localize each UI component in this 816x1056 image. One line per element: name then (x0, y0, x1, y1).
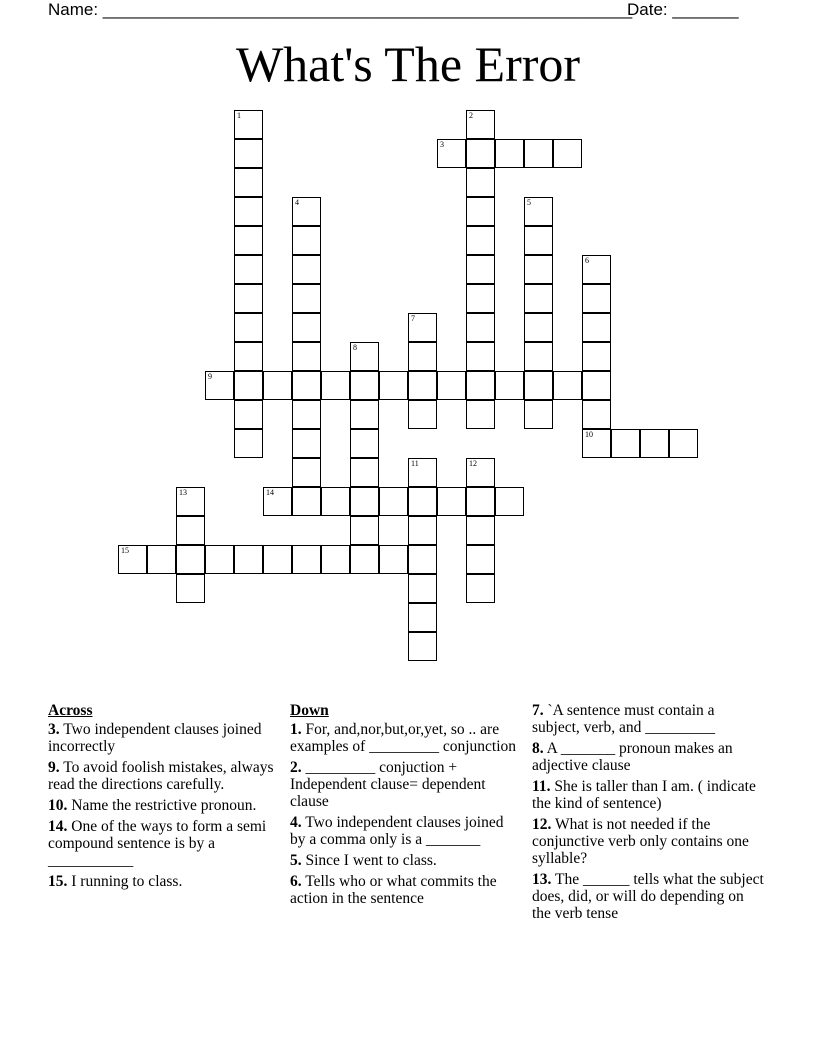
grid-cell[interactable] (321, 487, 350, 516)
grid-cell[interactable] (379, 487, 408, 516)
clue-down-2 (290, 759, 522, 810)
clue-down-4 (290, 814, 522, 848)
grid-cell[interactable] (234, 139, 263, 168)
grid-cell[interactable] (118, 545, 147, 574)
grid-cell[interactable] (495, 371, 524, 400)
page-title: What's The Error (235, 36, 581, 92)
clue-across-15 (48, 873, 280, 890)
grid-cell[interactable] (582, 342, 611, 371)
grid-cell[interactable] (408, 313, 437, 342)
grid-cell[interactable] (263, 371, 292, 400)
grid-cell[interactable] (292, 429, 321, 458)
name-field-label: Name: ________________________________________________________ (48, 0, 633, 19)
across-heading: Across (48, 702, 93, 719)
clue-number: 4. (290, 814, 302, 831)
grid-cell[interactable] (466, 284, 495, 313)
clue-across-9 (48, 759, 280, 793)
clue-down-7 (532, 702, 764, 736)
grid-cell[interactable] (234, 342, 263, 371)
clue-number: 1. (290, 721, 302, 738)
cell-number: 12 (469, 459, 477, 468)
clue-down-11 (532, 778, 764, 812)
grid-cell[interactable] (292, 342, 321, 371)
cell-number: 15 (121, 546, 129, 555)
grid-cell[interactable] (466, 197, 495, 226)
grid-cell[interactable] (466, 110, 495, 139)
grid-cell[interactable] (234, 255, 263, 284)
grid-cell[interactable] (466, 226, 495, 255)
grid-cell[interactable] (466, 371, 495, 400)
grid-cell[interactable] (408, 342, 437, 371)
grid-cell[interactable] (234, 110, 263, 139)
grid-cell[interactable] (234, 313, 263, 342)
grid-cell[interactable] (408, 574, 437, 603)
grid-cell[interactable] (379, 545, 408, 574)
clue-text: I running to class. (71, 873, 183, 890)
grid-cell[interactable] (466, 168, 495, 197)
clue-number: 8. (532, 740, 544, 757)
grid-cell[interactable] (292, 284, 321, 313)
clue-number: 10. (48, 797, 68, 814)
date-field-label: Date: _______ (627, 0, 739, 19)
grid-cell[interactable] (234, 197, 263, 226)
grid-cell[interactable] (321, 545, 350, 574)
clue-text: _________ conjuction + Independent clause= dependent clause (290, 759, 486, 810)
clue-text: A _______ pronoun makes an adjective clause (532, 740, 733, 774)
grid-cell[interactable] (466, 342, 495, 371)
clue-down-12 (532, 816, 764, 867)
clue-down-13 (532, 871, 764, 922)
clue-across-10 (48, 797, 280, 814)
grid-cell[interactable] (524, 342, 553, 371)
grid-cell[interactable] (437, 139, 466, 168)
grid-cell[interactable] (466, 400, 495, 429)
cell-number: 1 (237, 111, 241, 120)
cell-number: 10 (585, 430, 593, 439)
clue-down-8 (532, 740, 764, 774)
grid-cell[interactable] (669, 429, 698, 458)
grid-cell[interactable] (582, 284, 611, 313)
grid-cell[interactable] (234, 400, 263, 429)
grid-cell[interactable] (176, 487, 205, 516)
grid-cell[interactable] (234, 371, 263, 400)
clue-text: Name the restrictive pronoun. (71, 797, 257, 814)
grid-cell[interactable] (408, 516, 437, 545)
clue-text: One of the ways to form a semi compound sentence is by a ___________ (48, 818, 267, 869)
grid-cell[interactable] (582, 255, 611, 284)
down-clues-continued (532, 702, 764, 926)
grid-cell[interactable] (147, 545, 176, 574)
grid-cell[interactable] (553, 371, 582, 400)
grid-cell[interactable] (205, 371, 234, 400)
grid-cell[interactable] (234, 284, 263, 313)
grid-cell[interactable] (524, 371, 553, 400)
cell-number: 7 (411, 314, 415, 323)
clue-text: Since I went to class. (305, 852, 437, 869)
grid-cell[interactable] (582, 429, 611, 458)
clue-text: Tells who or what commits the action in the sentence (290, 873, 497, 907)
grid-cell[interactable] (234, 226, 263, 255)
grid-cell[interactable] (350, 487, 379, 516)
cell-number: 4 (295, 198, 299, 207)
clue-text: Two independent clauses joined incorrectly (48, 721, 262, 755)
grid-cell[interactable] (350, 458, 379, 487)
cell-number: 14 (266, 488, 274, 497)
cell-number: 2 (469, 111, 473, 120)
clue-number: 13. (532, 871, 552, 888)
cell-number: 5 (527, 198, 531, 207)
grid-cell[interactable] (466, 458, 495, 487)
clue-down-5 (290, 852, 522, 869)
clue-number: 2. (290, 759, 302, 776)
grid-cell[interactable] (350, 371, 379, 400)
grid-cell[interactable] (408, 603, 437, 632)
grid-cell[interactable] (524, 197, 553, 226)
grid-cell[interactable] (524, 313, 553, 342)
clue-number: 6. (290, 873, 302, 890)
clue-number: 14. (48, 818, 68, 835)
grid-cell[interactable] (408, 458, 437, 487)
grid-cell[interactable] (350, 516, 379, 545)
grid-cell[interactable] (437, 487, 466, 516)
grid-cell[interactable] (437, 371, 466, 400)
grid-cell[interactable] (466, 487, 495, 516)
clue-number: 5. (290, 852, 302, 869)
grid-cell[interactable] (524, 284, 553, 313)
grid-cell[interactable] (466, 255, 495, 284)
grid-cell[interactable] (292, 400, 321, 429)
grid-cell[interactable] (292, 255, 321, 284)
clue-number: 7. (532, 702, 544, 719)
grid-cell[interactable] (292, 545, 321, 574)
grid-cell[interactable] (350, 400, 379, 429)
grid-cell[interactable] (582, 400, 611, 429)
clue-number: 15. (48, 873, 68, 890)
grid-cell[interactable] (495, 139, 524, 168)
grid-cell[interactable] (292, 197, 321, 226)
grid-cell[interactable] (176, 516, 205, 545)
clue-text: The ______ tells what the subject does, did, or will do depending on the verb tense (532, 871, 764, 922)
clue-number: 9. (48, 759, 60, 776)
grid-cell[interactable] (292, 458, 321, 487)
clue-down-6 (290, 873, 522, 907)
grid-cell[interactable] (495, 487, 524, 516)
grid-cell[interactable] (176, 545, 205, 574)
grid-cell[interactable] (466, 574, 495, 603)
clue-text: `A sentence must contain a subject, verb, and _________ (532, 702, 715, 736)
grid-cell[interactable] (466, 313, 495, 342)
grid-cell[interactable] (321, 371, 350, 400)
cell-number: 13 (179, 488, 187, 497)
across-clues (48, 702, 280, 894)
grid-cell[interactable] (408, 632, 437, 661)
grid-cell[interactable] (176, 574, 205, 603)
grid-cell[interactable] (350, 429, 379, 458)
clue-text: She is taller than I am. ( indicate the kind of sentence) (532, 778, 756, 812)
down-heading: Down (290, 702, 329, 719)
grid-cell[interactable] (611, 429, 640, 458)
grid-cell[interactable] (263, 487, 292, 516)
grid-cell[interactable] (466, 545, 495, 574)
clue-text: Two independent clauses joined by a comma only is a _______ (290, 814, 504, 848)
clue-number: 3. (48, 721, 60, 738)
grid-cell[interactable] (234, 429, 263, 458)
grid-cell[interactable] (524, 400, 553, 429)
clue-number: 12. (532, 816, 552, 833)
grid-cell[interactable] (350, 545, 379, 574)
grid-cell[interactable] (292, 226, 321, 255)
grid-cell[interactable] (524, 226, 553, 255)
down-clues (290, 702, 522, 911)
clue-number: 11. (532, 778, 551, 795)
grid-cell[interactable] (263, 545, 292, 574)
clue-across-3 (48, 721, 280, 755)
grid-cell[interactable] (292, 371, 321, 400)
grid-cell[interactable] (466, 139, 495, 168)
grid-cell[interactable] (408, 371, 437, 400)
grid-cell[interactable] (379, 371, 408, 400)
clue-text: To avoid foolish mistakes, always read the directions carefully. (48, 759, 274, 793)
grid-cell[interactable] (234, 545, 263, 574)
grid-cell[interactable] (524, 255, 553, 284)
grid-cell[interactable] (466, 516, 495, 545)
cell-number: 3 (440, 140, 444, 149)
grid-cell[interactable] (408, 487, 437, 516)
grid-cell[interactable] (205, 545, 234, 574)
grid-cell[interactable] (582, 313, 611, 342)
clue-text: For, and,nor,but,or,yet, so .. are examples of _________ conjunction (290, 721, 516, 755)
cell-number: 6 (585, 256, 589, 265)
grid-cell[interactable] (524, 139, 553, 168)
clue-across-14 (48, 818, 280, 869)
grid-cell[interactable] (408, 400, 437, 429)
grid-cell[interactable] (553, 139, 582, 168)
grid-cell[interactable] (292, 313, 321, 342)
cell-number: 11 (411, 459, 419, 468)
cell-number: 9 (208, 372, 212, 381)
clue-text: What is not needed if the conjunctive verb only contains one syllable? (532, 816, 749, 867)
grid-cell[interactable] (408, 545, 437, 574)
grid-cell[interactable] (234, 168, 263, 197)
clue-down-1 (290, 721, 522, 755)
grid-cell[interactable] (350, 342, 379, 371)
cell-number: 8 (353, 343, 357, 352)
grid-cell[interactable] (582, 371, 611, 400)
grid-cell[interactable] (292, 487, 321, 516)
grid-cell[interactable] (640, 429, 669, 458)
